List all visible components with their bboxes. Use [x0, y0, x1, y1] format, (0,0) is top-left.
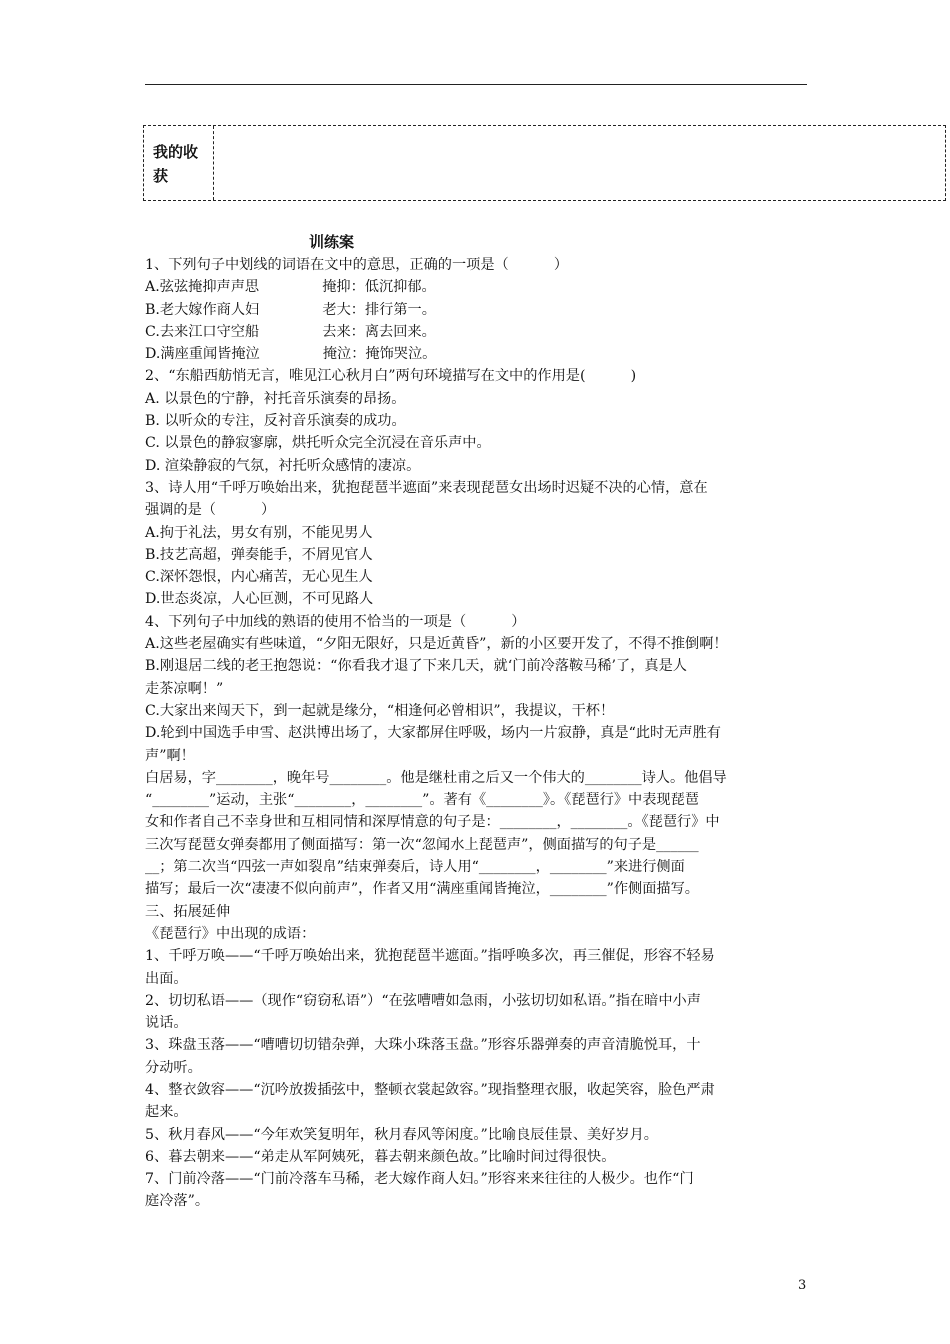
page-number: 3 [798, 1278, 807, 1293]
text-line: A.这些老屋确实有些味道，“夕阳无限好，只是近黄昏”，新的小区要开发了，不得不推倒啊！ [145, 636, 728, 653]
text-line: A.拘于礼法，男女有别，不能见男人 [145, 524, 373, 541]
text-line: B.技艺高超，弹奏能手，不屑见官人 [145, 546, 373, 563]
text-line: 三、拓展延伸 [145, 903, 231, 920]
text-line: 白居易，字________，晚年号________。他是继杜甫之后又一个伟大的________诗人。他倡导 [145, 769, 727, 786]
text-line: 1、千呼万唤——“千呼万唤始出来，犹抱琵琶半遮面。”指呼唤多次，再三催促，形容不轻易 [145, 948, 715, 965]
text-line: __；第二次当“四弦一声如裂帛”结束弹奏后，诗人用“________，________”来进行侧面 [145, 859, 685, 876]
text-line: B.刚退居二线的老王抱怨说：“你看我才退了下来几天，就‘门前冷落鞍马稀’了，真是人 [145, 658, 687, 675]
text-line: 描写；最后一次“凄凄不似向前声”，作者又用“满座重闻皆掩泣，________”作侧面描写。 [145, 881, 699, 898]
text-line: D. 渲染静寂的气氛，衬托听众感情的凄凉。 [145, 457, 421, 474]
harvest-box [143, 125, 946, 201]
text-line: 4、下列句子中加线的熟语的使用不恰当的一项是（ ） [145, 613, 526, 630]
text-line: “________”运动，主张“________，________”。著有《________》。《琵琶行》中表现琵琶 [145, 792, 699, 809]
text-line: 分动听。 [145, 1059, 202, 1076]
text-line: D.世态炎凉，人心叵测，不可见路人 [145, 591, 374, 608]
text-line: 三次写琵琶女弹奏都用了侧面描写：第一次“忽闻水上琵琶声”，侧面描写的句子是______ [145, 836, 699, 853]
text-line: 1、下列句子中划线的词语在文中的意思，正确的一项是（ ） [145, 257, 569, 273]
harvest-content [214, 126, 945, 200]
text-line: D.轮到中国选手申雪、赵洪博出场了，大家都屏住呼吸，场内一片寂静，真是“此时无声胜有 [145, 725, 721, 742]
text-line: 声”啊！ [145, 747, 195, 764]
text-line: 7、门前冷落——“门前冷落车马稀，老大嫁作商人妇。”形容来来往往的人极少。也作“门 [145, 1171, 694, 1188]
header-rule [145, 84, 807, 85]
text-line: 2、切切私语——（现作“窃窃私语”）“在弦嘈嘈如急雨，小弦切切如私语。”指在暗中小声 [145, 992, 701, 1009]
text-line: 3、诗人用“千呼万唤始出来，犹抱琵琶半遮面”来表现琵琶女出场时迟疑不决的心情，意在 [145, 479, 708, 496]
text-line: 5、秋月春风——“今年欢笑复明年，秋月春风等闲度。”比喻良辰佳景、美好岁月。 [145, 1126, 658, 1143]
text-line: D.满座重闻皆掩泣 掩泣：掩饰哭泣。 [145, 346, 437, 363]
text-line: 起来。 [145, 1104, 188, 1121]
section-title: 训练案 [309, 233, 355, 251]
text-line: B. 以听众的专注，反衬音乐演奏的成功。 [145, 413, 406, 430]
exercise-body [145, 254, 810, 1213]
text-line: C.去来江口守空船 去来：离去回来。 [145, 323, 436, 340]
text-line: 女和作者自己不幸身世和互相同情和深厚情意的句子是：________，________。《琵琶行》中 [145, 814, 720, 831]
text-line: 《琵琶行》中出现的成语： [145, 925, 316, 942]
text-line: 2、“东船西舫悄无言，唯见江心秋月白”两句环境描写在文中的作用是( ) [145, 368, 637, 385]
text-line: A. 以景色的宁静，衬托音乐演奏的昂扬。 [145, 390, 406, 407]
text-line: B.老大嫁作商人妇 老大：排行第一。 [145, 301, 436, 318]
text-line: 走茶凉啊！” [145, 680, 224, 697]
text-line: 强调的是（ ） [145, 502, 276, 519]
text-line: 庭冷落”。 [145, 1193, 210, 1210]
text-line: 6、暮去朝来——“弟走从军阿姨死，暮去朝来颜色故。”比喻时间过得很快。 [145, 1148, 616, 1165]
text-line: 3、珠盘玉落——“嘈嘈切切错杂弹，大珠小珠落玉盘。”形容乐器弹奏的声音清脆悦耳，十 [145, 1037, 701, 1054]
text-line: 出面。 [145, 970, 188, 987]
text-line: 4、整衣敛容——“沉吟放拨插弦中，整顿衣裳起敛容。”现指整理衣服，收起笑容，脸色严肃 [145, 1081, 715, 1098]
text-line: A.弦弦掩抑声声思 掩抑：低沉抑郁。 [145, 279, 436, 296]
text-line: C. 以景色的静寂寥廓，烘托听众完全沉浸在音乐声中。 [145, 435, 491, 452]
text-line: 说话。 [145, 1015, 188, 1032]
text-line: C.大家出来闯天下，到一起就是缘分，“相逢何必曾相识”，我提议，干杯！ [145, 702, 615, 719]
text-line: C.深怀怨恨，内心痛苦，无心见生人 [145, 569, 373, 586]
harvest-label: 我的收获 [144, 126, 214, 200]
